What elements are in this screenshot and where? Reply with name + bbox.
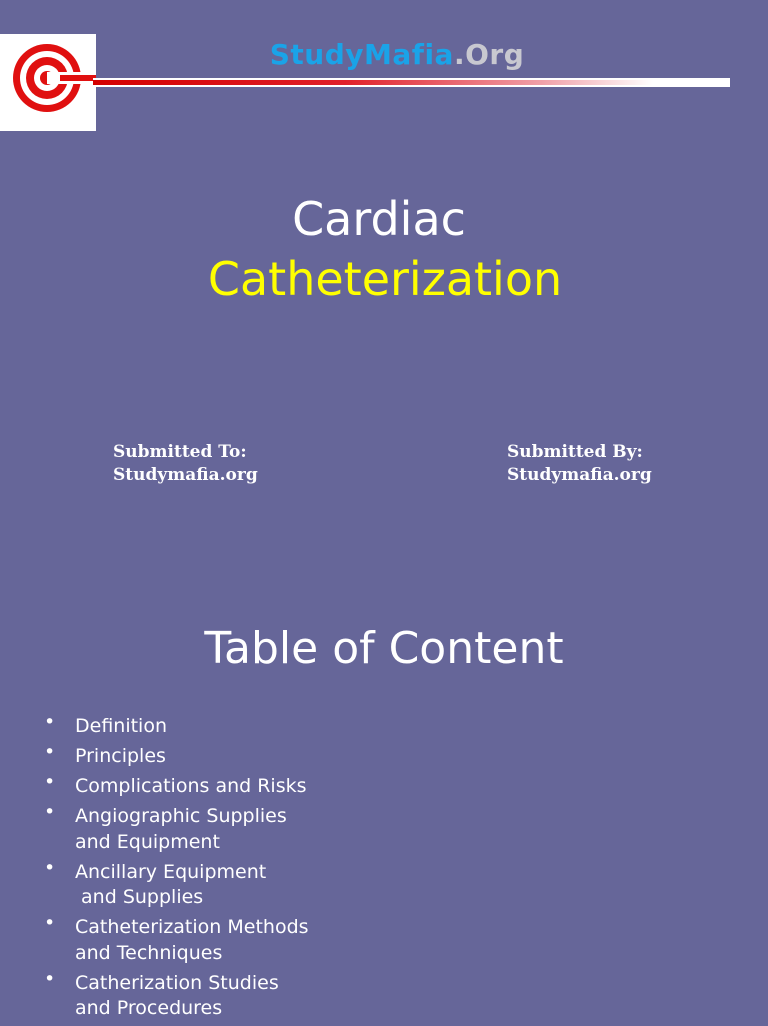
toc-item-catherization-studies [44,967,364,1022]
toc-item-complications [44,771,364,800]
submitted-to-block [113,441,258,487]
submitted-by-value: Studymafia.org [507,465,652,485]
toc-item-text: Principles [75,745,166,767]
toc-item-text-continued: and Supplies [75,886,204,908]
toc-item-definition [44,711,364,740]
bullet-icon: • [44,771,56,793]
toc-item-text: Complications and Risks [75,775,307,797]
toc-item-principles [44,741,364,770]
toc-item-text-continued: and Techniques [75,941,223,964]
bullet-icon: • [44,856,56,879]
submitted-by-label: Submitted By: [507,442,643,462]
toc-item-angiographic-supplies [44,801,364,855]
site-brand[interactable] [0,38,768,71]
toc-item-ancillary-equipment [44,856,364,911]
toc-item-text: Definition [75,715,168,737]
page-title-line1: Cardiac [292,192,466,246]
toc-item-text: Catheterization Methods [75,916,309,938]
toc-item-text: Catherization Studies [75,971,279,994]
submitted-to-value: Studymafia.org [113,465,258,485]
bullet-icon: • [44,967,56,990]
bullet-icon: • [44,741,56,763]
toc-heading: Table of Content [204,623,564,674]
toc-item-text-continued: and Procedures [75,997,223,1019]
brand-main-text: StudyMafia [269,38,454,71]
toc-item-catheterization-methods [44,912,364,966]
submitted-to-label: Submitted To: [113,442,247,462]
bullet-icon: • [44,912,56,934]
header-divider [93,78,730,87]
bullet-icon: • [44,711,56,733]
page-title-line2: Catheterization [207,252,563,306]
toc-item-text-continued: and Equipment [75,830,220,853]
toc-list [44,711,364,1026]
bullet-icon: • [44,801,56,823]
toc-item-text: Ancillary Equipment [75,860,267,883]
submitted-by-block [507,441,652,487]
brand-suffix-text: .Org [453,38,525,71]
header-divider-red-stripe [93,80,653,85]
toc-item-text: Angiographic Supplies [75,805,287,827]
